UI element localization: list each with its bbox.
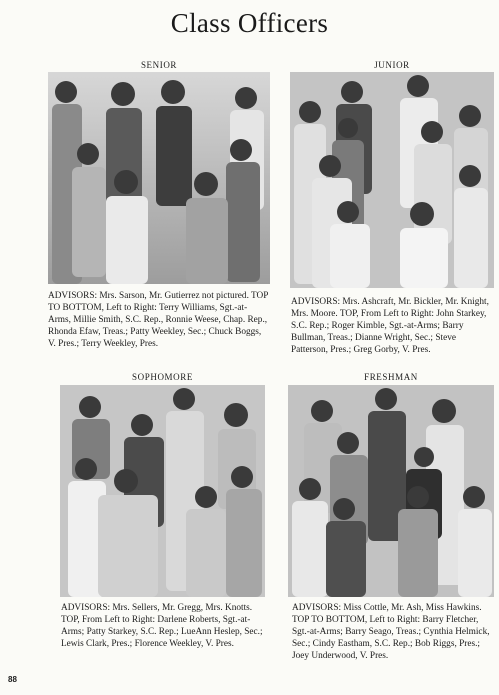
photo-junior xyxy=(290,72,494,288)
section-label-sophomore: SOPHOMORE xyxy=(132,372,193,382)
section-label-junior: JUNIOR xyxy=(374,60,410,70)
photo-sophomore xyxy=(60,385,265,597)
caption-freshman: ADVISORS: Miss Cottle, Mr. Ash, Miss Hawkins. TOP TO BOTTOM, Left to Right: Barry Fletcher, Sgt.-at-Arms; Barry Seago, Treas.; Cynthia Helmick, Sec.; Cindy Eastham, S.C. Rep.; Bob Riggs, Pres.; Joey Underwood, V. Pres. xyxy=(292,603,490,661)
section-label-freshman: FRESHMAN xyxy=(364,372,418,382)
section-label-senior: SENIOR xyxy=(140,60,178,70)
caption-sophomore: ADVISORS: Mrs. Sellers, Mr. Gregg, Mrs. Knotts. TOP, From Left to Right: Darlene Roberts, Sgt.-at-Arms; Patty Starkey, S.C. Rep.; LueAnn Heslep, Sec.; Lewis Clark, Pres.; Florence Weekley, V. Pres. xyxy=(61,603,263,649)
page-number: 88 xyxy=(8,675,17,684)
page-title: Class Officers xyxy=(170,8,329,38)
photo-freshman xyxy=(288,385,494,597)
caption-junior: ADVISORS: Mrs. Ashcraft, Mr. Bickler, Mr. Knight, Mrs. Moore. TOP, From Left to Right: John Starkey, S.C. Rep.; Roger Kimble, Sgt.-at-Arms; Barry Bullman, Treas.; Dianne Wright, Sec.; Steve Patterson, Pres.; Greg Gorby, V. Pres. xyxy=(291,297,489,355)
photo-senior xyxy=(48,72,270,284)
caption-senior: ADVISORS: Mrs. Sarson, Mr. Gutierrez not pictured. TOP TO BOTTOM, Left to Right: Terry Williams, Sgt.-at-Arms, Millie Smith, S.C. Rep., Ronnie Weese, Chap. Rep., Rhonda Efaw, Treas.; Patty Weekley, Sec.; Chuck Boggs, V. Pres.; Terry Weekley, Pres. xyxy=(48,291,269,349)
